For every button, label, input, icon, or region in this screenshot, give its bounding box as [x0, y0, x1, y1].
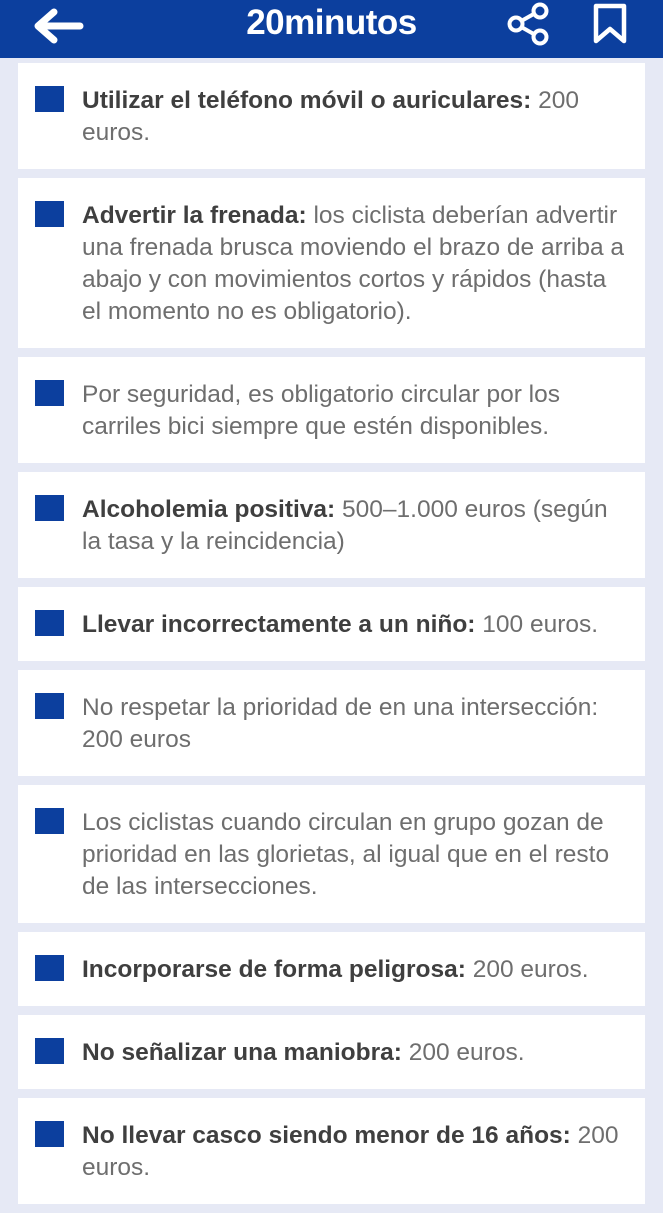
list-item	[18, 178, 645, 348]
list-item-text	[82, 1120, 625, 1184]
list-item	[18, 785, 645, 923]
list-item-heading: Llevar incorrectamente a un niño:	[82, 611, 476, 638]
list-item-body: 500–1.000 euros (según la tasa y la reincidencia)	[82, 496, 608, 555]
list-item	[18, 63, 645, 169]
arrow-left-icon	[28, 4, 88, 48]
list-item-text	[82, 494, 625, 558]
list-item-heading: No llevar casco siendo menor de 16 años:	[82, 1122, 571, 1149]
list-item-text	[82, 379, 625, 443]
square-bullet-icon	[35, 955, 64, 981]
back-button[interactable]	[28, 4, 88, 48]
square-bullet-icon	[35, 495, 64, 521]
list-item-body: Por seguridad, es obligatorio circular por los carriles bici siempre que estén disponibles.	[82, 381, 560, 440]
site-logo[interactable]: 20minutos	[246, 3, 417, 42]
square-bullet-icon	[35, 610, 64, 636]
fines-list	[18, 63, 645, 1213]
list-item-heading: No señalizar una maniobra:	[82, 1039, 402, 1066]
list-item-text	[82, 692, 625, 756]
square-bullet-icon	[35, 1038, 64, 1064]
list-item-body: 200 euros.	[82, 87, 579, 146]
list-item	[18, 472, 645, 578]
list-item-heading: Alcoholemia positiva:	[82, 496, 336, 523]
list-item-text	[82, 954, 625, 986]
bookmark-button[interactable]	[588, 1, 632, 47]
list-item	[18, 357, 645, 463]
list-item-body: los ciclista deberían advertir una frenada brusca moviendo el brazo de arriba a abajo y con movimientos cortos y rápidos (hasta el momento no es obligatorio).	[82, 202, 625, 325]
share-button[interactable]	[503, 1, 553, 47]
list-item-body: 200 euros.	[401, 1039, 525, 1066]
share-icon	[503, 1, 553, 47]
list-item-body: Los ciclistas cuando circulan en grupo gozan de prioridad en las glorietas, al igual que en el resto de las intersecciones.	[82, 809, 610, 900]
list-item-body: No respetar la prioridad de en una intersección: 200 euros	[82, 694, 599, 753]
list-item	[18, 1015, 645, 1089]
list-item-heading: Utilizar el teléfono móvil o auriculares:	[82, 87, 532, 114]
bookmark-icon	[588, 1, 632, 47]
list-item-text	[82, 807, 625, 903]
list-item	[18, 1098, 645, 1204]
square-bullet-icon	[35, 86, 64, 112]
list-item	[18, 587, 645, 661]
list-item-text	[82, 609, 625, 641]
square-bullet-icon	[35, 380, 64, 406]
list-item-text	[82, 85, 625, 149]
list-item-body: 200 euros.	[82, 1122, 619, 1181]
list-item	[18, 670, 645, 776]
square-bullet-icon	[35, 201, 64, 227]
list-item-text	[82, 1037, 625, 1069]
list-item-body: 100 euros.	[475, 611, 599, 638]
list-item	[18, 932, 645, 1006]
square-bullet-icon	[35, 693, 64, 719]
top-bar	[0, 0, 663, 58]
list-item-text	[82, 200, 625, 328]
square-bullet-icon	[35, 808, 64, 834]
list-item-body: 200 euros.	[465, 956, 589, 983]
square-bullet-icon	[35, 1121, 64, 1147]
list-item-heading: Incorporarse de forma peligrosa:	[82, 956, 466, 983]
list-item-heading: Advertir la frenada:	[82, 202, 307, 229]
